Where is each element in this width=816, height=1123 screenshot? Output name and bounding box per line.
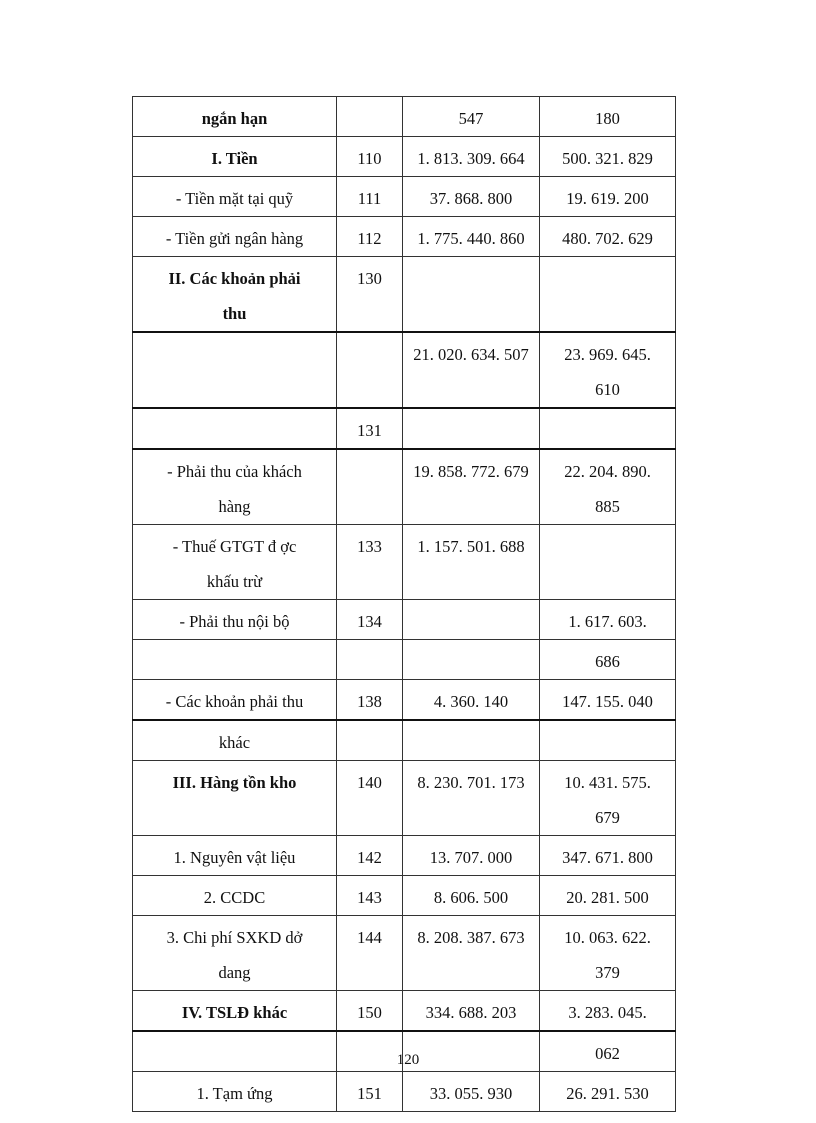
value-start-cell <box>403 720 540 761</box>
value-start-cell: 8. 606. 500 <box>403 876 540 916</box>
item-name-cell: 2. CCDC <box>133 876 337 916</box>
value-start-cell: 8. 230. 701. 173 <box>403 761 540 836</box>
table-row <box>133 876 676 916</box>
code-cell <box>337 332 403 408</box>
value-end-cell: 22. 204. 890. 885 <box>540 449 676 525</box>
table-row <box>133 720 676 761</box>
table-row <box>133 600 676 640</box>
table-row <box>133 916 676 991</box>
code-cell: 144 <box>337 916 403 991</box>
item-name-cell: - Tiền mặt tại quỹ <box>133 177 337 217</box>
item-name-cell: - Phải thu nội bộ <box>133 600 337 640</box>
table-row <box>133 449 676 525</box>
table-row <box>133 97 676 137</box>
table-row <box>133 408 676 449</box>
value-start-cell: 547 <box>403 97 540 137</box>
code-cell <box>337 97 403 137</box>
item-name-cell: - Các khoản phải thu <box>133 680 337 721</box>
value-start-cell: 37. 868. 800 <box>403 177 540 217</box>
item-name-cell: khác <box>133 720 337 761</box>
value-end-cell: 480. 702. 629 <box>540 217 676 257</box>
value-start-cell <box>403 640 540 680</box>
table-row <box>133 761 676 836</box>
table-row <box>133 836 676 876</box>
code-cell: 140 <box>337 761 403 836</box>
table-row <box>133 137 676 177</box>
value-end-cell: 180 <box>540 97 676 137</box>
table-row <box>133 640 676 680</box>
table-row <box>133 332 676 408</box>
value-end-cell <box>540 525 676 600</box>
item-name-cell <box>133 640 337 680</box>
value-start-cell: 334. 688. 203 <box>403 991 540 1032</box>
value-end-cell: 147. 155. 040 <box>540 680 676 721</box>
value-end-cell: 23. 969. 645. 610 <box>540 332 676 408</box>
value-start-cell: 33. 055. 930 <box>403 1072 540 1112</box>
item-name-cell: - Tiền gửi ngân hàng <box>133 217 337 257</box>
code-cell: 143 <box>337 876 403 916</box>
value-end-cell: 062 <box>540 1031 676 1072</box>
balance-sheet-table <box>132 96 676 1112</box>
table-row <box>133 991 676 1032</box>
value-end-cell: 347. 671. 800 <box>540 836 676 876</box>
item-name-cell: IV. TSLĐ khác <box>133 991 337 1032</box>
value-end-cell: 3. 283. 045. <box>540 991 676 1032</box>
code-cell: 131 <box>337 408 403 449</box>
item-name-cell <box>133 408 337 449</box>
value-start-cell: 4. 360. 140 <box>403 680 540 721</box>
value-end-cell: 26. 291. 530 <box>540 1072 676 1112</box>
value-end-cell <box>540 257 676 333</box>
value-start-cell <box>403 408 540 449</box>
value-end-cell: 500. 321. 829 <box>540 137 676 177</box>
value-end-cell: 1. 617. 603. <box>540 600 676 640</box>
code-cell: 142 <box>337 836 403 876</box>
value-start-cell: 21. 020. 634. 507 <box>403 332 540 408</box>
code-cell: 151 <box>337 1072 403 1112</box>
item-name-cell <box>133 332 337 408</box>
value-start-cell: 1. 813. 309. 664 <box>403 137 540 177</box>
value-end-cell: 686 <box>540 640 676 680</box>
value-start-cell <box>403 600 540 640</box>
value-start-cell: 19. 858. 772. 679 <box>403 449 540 525</box>
value-end-cell: 19. 619. 200 <box>540 177 676 217</box>
value-start-cell: 1. 775. 440. 860 <box>403 217 540 257</box>
value-start-cell: 13. 707. 000 <box>403 836 540 876</box>
value-end-cell: 10. 063. 622. 379 <box>540 916 676 991</box>
value-start-cell: 1. 157. 501. 688 <box>403 525 540 600</box>
table-row <box>133 217 676 257</box>
item-name-cell: I. Tiền <box>133 137 337 177</box>
item-name-cell: ngắn hạn <box>133 97 337 137</box>
table-row <box>133 1072 676 1112</box>
value-end-cell <box>540 720 676 761</box>
code-cell: 130 <box>337 257 403 333</box>
code-cell <box>337 720 403 761</box>
value-end-cell: 20. 281. 500 <box>540 876 676 916</box>
code-cell <box>337 449 403 525</box>
value-end-cell: 10. 431. 575. 679 <box>540 761 676 836</box>
page-number: 120 <box>396 1052 420 1068</box>
table-row <box>133 680 676 721</box>
item-name-cell: 1. Tạm ứng <box>133 1072 337 1112</box>
item-name-cell: 1. Nguyên vật liệu <box>133 836 337 876</box>
code-cell: 112 <box>337 217 403 257</box>
item-name-cell: II. Các khoản phải thu <box>133 257 337 333</box>
code-cell <box>337 640 403 680</box>
table-row <box>133 177 676 217</box>
value-start-cell: 8. 208. 387. 673 <box>403 916 540 991</box>
code-cell: 150 <box>337 991 403 1032</box>
value-end-cell <box>540 408 676 449</box>
item-name-cell: - Thuế GTGT đ ợc khấu trừ <box>133 525 337 600</box>
code-cell: 110 <box>337 137 403 177</box>
value-start-cell <box>403 257 540 333</box>
item-name-cell: III. Hàng tồn kho <box>133 761 337 836</box>
code-cell: 111 <box>337 177 403 217</box>
table-row <box>133 525 676 600</box>
table-row <box>133 257 676 333</box>
code-cell: 133 <box>337 525 403 600</box>
item-name-cell: - Phải thu của khách hàng <box>133 449 337 525</box>
code-cell: 134 <box>337 600 403 640</box>
code-cell: 138 <box>337 680 403 721</box>
item-name-cell: 3. Chi phí SXKD dở dang <box>133 916 337 991</box>
